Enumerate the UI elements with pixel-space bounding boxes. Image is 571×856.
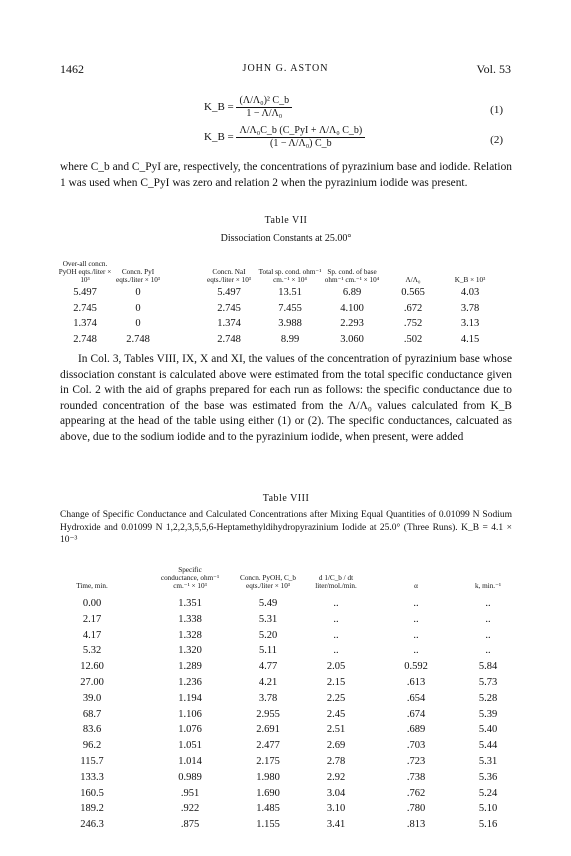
table-8-cell: .738 <box>406 771 426 783</box>
equation-1-fraction <box>236 95 292 120</box>
table-7-column-header: Sp. cond. of base ohm⁻¹ cm.⁻¹ × 10⁴ <box>324 268 380 284</box>
equation-2 <box>204 125 365 150</box>
table-8-cell: .. <box>413 629 419 641</box>
table-8-cell: 3.10 <box>326 803 346 815</box>
running-header <box>60 62 511 78</box>
table-8-cell: 3.41 <box>326 819 346 831</box>
table-8-label: Table VIII <box>262 493 310 504</box>
equation-2-lhs: K_B = <box>204 131 234 144</box>
table-8-cell: 2.92 <box>326 771 346 783</box>
table-8-cell: .703 <box>406 740 426 752</box>
table-8-column-header: Concn. PyOH, C_b eqts./liter × 10³ <box>240 574 296 590</box>
table-8-cell: .613 <box>406 677 426 688</box>
table-8-cell: 1.051 <box>178 740 202 752</box>
equation-2-fraction <box>236 125 365 150</box>
table-8-cell: 133.3 <box>80 771 104 783</box>
table-8-cell: 0.989 <box>178 771 202 783</box>
table-8-cell: 5.36 <box>478 771 498 783</box>
table-7-cell: 3.13 <box>460 318 480 329</box>
table-7-cell: 13.51 <box>278 287 302 298</box>
table-7-label: Table VII <box>264 215 308 226</box>
table-8-cell: 1.980 <box>256 771 280 783</box>
page-number: 1462 <box>60 62 84 76</box>
table-8-cell: 1.690 <box>256 787 280 799</box>
table-8-cell: .762 <box>406 787 426 799</box>
table-7-cell: 1.374 <box>217 318 241 329</box>
table-8-cell: 27.00 <box>80 677 104 688</box>
table-7-cell: 2.748 <box>126 333 150 345</box>
equation-2-number: (2) <box>490 134 503 146</box>
table-8-cell: .. <box>485 598 491 609</box>
table-8-cell: 39.0 <box>82 692 102 704</box>
table-8-cell: 3.78 <box>258 692 278 704</box>
running-author: JOHN G. ASTON <box>242 63 329 74</box>
table-7-column-header: Concn. NaI eqts./liter × 10³ <box>207 268 251 284</box>
table-8-cell: 5.20 <box>258 629 278 641</box>
table-8-cell: 5.49 <box>258 598 278 609</box>
table-8-column-header: Specific conductance, ohm⁻¹ cm.⁻¹ × 10³ <box>160 566 220 590</box>
table-8-cell: 1.076 <box>178 724 202 736</box>
table-8-cell: 1.289 <box>178 661 202 673</box>
table-8-cell: 12.60 <box>80 661 104 673</box>
table-8-cell: 5.44 <box>478 740 498 752</box>
table-8-cell: 0.592 <box>404 661 428 673</box>
table-7-cell: 0 <box>135 287 141 298</box>
table-8-cell: 5.11 <box>259 645 277 657</box>
equation-1-denominator: 1 − Λ/Λ₀ <box>246 108 283 119</box>
table-7-cell: 1.374 <box>73 318 97 329</box>
table-8-cell: 1.485 <box>256 803 280 815</box>
table-7-cell: 3.78 <box>460 302 480 314</box>
table-7-cell: .752 <box>403 318 423 329</box>
table-8-cell: 1.338 <box>178 613 202 625</box>
equation-2-denominator: (1 − Λ/Λ₀) C_b <box>270 138 332 149</box>
table-8-cell: 5.73 <box>478 677 498 688</box>
table-8-cell: 5.31 <box>258 613 278 625</box>
table-8-cell: 2.69 <box>326 740 346 752</box>
table-7-cell: 2.748 <box>217 333 241 345</box>
table-8-cell: 2.15 <box>326 677 346 688</box>
table-7-cell: 6.89 <box>342 287 362 298</box>
table-7-cell: 8.99 <box>280 333 300 345</box>
table-7-cell: .502 <box>403 333 423 345</box>
table-7-cell: 5.497 <box>73 287 97 298</box>
table-8-cell: 1.236 <box>178 677 202 688</box>
table-8-cell: 2.17 <box>82 613 102 625</box>
table-7-cell: 3.988 <box>278 318 302 329</box>
table-8-column-header: α <box>414 582 418 590</box>
table-8-cell: 2.175 <box>256 756 280 767</box>
table-8-cell: .951 <box>180 787 200 799</box>
table-8-cell: 1.194 <box>178 692 202 704</box>
table-7-cell: 7.455 <box>278 302 302 314</box>
table-8-caption: Change of Specific Conductance and Calculated Concentrations after Mixing Equal Quantities of 0.01099 N Sodium Hydroxide and 0.01099 N 1,2,2,3,5,5,6-Heptamethyldihydropyrazinium Iodide at 25.0° (Three Runs). K_B = 4.1 × 10⁻³ <box>60 510 512 545</box>
table-7-cell: 3.060 <box>340 333 364 345</box>
equation-2-numerator: Λ/Λ₀C_b (C_PyI + Λ/Λ₀ C_b) <box>236 125 365 138</box>
table-7-column-header: Over-all concn. PyOH eqts./liter × 10³ <box>58 260 112 284</box>
table-8-cell: 4.21 <box>258 677 278 688</box>
table-8-cell: 4.77 <box>258 661 278 673</box>
table-8-cell: .. <box>333 613 339 625</box>
table-8-cell: 96.2 <box>82 740 102 752</box>
paragraph-method <box>60 352 512 445</box>
table-8-cell: 1.351 <box>178 598 202 609</box>
paragraph-definitions: where C_b and C_PyI are, respectively, the concentrations of pyrazinium base and iodide. Relation 1 was used when C_PyI was zero and relation 2 when the pyrazinium iodide was present. <box>60 161 512 189</box>
table-7-cell: .672 <box>403 302 423 314</box>
table-8-cell: .. <box>413 613 419 625</box>
table-8-cell: 3.04 <box>326 787 346 799</box>
table-7-column-header: Concn. PyI eqts./liter × 10³ <box>116 268 160 284</box>
table-8-column-header: Time, min. <box>76 582 108 590</box>
table-8-cell: .674 <box>406 708 426 720</box>
table-8-cell: 1.320 <box>178 645 202 657</box>
table-8-cell: 160.5 <box>80 787 104 799</box>
table-8-cell: .. <box>333 629 339 641</box>
table-8-cell: 83.6 <box>82 724 102 736</box>
table-8-cell: 246.3 <box>80 819 104 831</box>
table-8-cell: 5.32 <box>82 645 102 657</box>
table-8-cell: 5.84 <box>478 661 498 673</box>
table-8-cell: 2.51 <box>326 724 346 736</box>
table-8-cell: 68.7 <box>82 708 102 720</box>
table-8-cell: .922 <box>180 803 200 815</box>
table-8-cell: .. <box>485 613 491 625</box>
table-7-column-header: Total sp. cond. ohm⁻¹ cm.⁻¹ × 10⁴ <box>258 268 322 284</box>
table-8-cell: .. <box>413 598 419 609</box>
table-7-cell: 2.748 <box>73 333 97 345</box>
table-7-cell: 0.565 <box>401 287 425 298</box>
table-8-cell: 5.31 <box>478 756 498 767</box>
table-8-cell: .689 <box>406 724 426 736</box>
equation-1-number: (1) <box>490 104 503 116</box>
table-8-cell: 5.10 <box>478 803 498 815</box>
table-7-cell: 4.15 <box>460 333 480 345</box>
table-8-cell: .. <box>333 645 339 657</box>
table-8-cell: 115.7 <box>80 756 104 767</box>
table-8-cell: 5.24 <box>478 787 498 799</box>
table-7-cell: 0 <box>135 318 141 329</box>
table-8-cell: 1.014 <box>178 756 202 767</box>
table-7-column-header: K_B × 10³ <box>454 276 486 284</box>
table-8-cell: .875 <box>180 819 200 831</box>
table-8-cell: .723 <box>406 756 426 767</box>
table-8-cell: 4.17 <box>82 629 102 641</box>
table-8-cell: 2.691 <box>256 724 280 736</box>
table-7-title: Dissociation Constants at 25.00° <box>220 233 352 244</box>
table-8-column-header: k, min.⁻¹ <box>474 582 502 590</box>
table-8-cell: .. <box>485 645 491 657</box>
table-8-cell: .. <box>413 645 419 657</box>
table-7-cell: 2.745 <box>73 302 97 314</box>
table-8-cell: 2.45 <box>326 708 346 720</box>
equation-1-lhs: K_B = <box>204 101 234 114</box>
table-8-cell: 1.155 <box>256 819 280 831</box>
table-7-cell: 0 <box>135 302 141 314</box>
table-7-cell: 4.03 <box>460 287 480 298</box>
table-8-cell: 1.106 <box>178 708 202 720</box>
table-8-cell: .654 <box>406 692 426 704</box>
table-8-cell: .. <box>485 629 491 641</box>
table-8-cell: 5.39 <box>478 708 498 720</box>
table-7-cell: 5.497 <box>217 287 241 298</box>
table-8-cell: 2.955 <box>256 708 280 720</box>
table-8-cell: 5.16 <box>478 819 498 831</box>
table-8-cell: 2.78 <box>326 756 346 767</box>
table-8-cell: 5.40 <box>478 724 498 736</box>
table-8-cell: .. <box>333 598 339 609</box>
table-8-cell: 0.00 <box>82 598 102 609</box>
volume-label: Vol. 53 <box>476 62 511 76</box>
table-7-cell: 4.100 <box>340 302 364 314</box>
table-8-column-header: d 1/C_b / dt liter/mol./min. <box>315 574 357 590</box>
table-8-cell: 2.477 <box>256 740 280 752</box>
equation-1-numerator: (Λ/Λ₀)² C_b <box>236 95 292 108</box>
table-8-cell: 2.05 <box>326 661 346 673</box>
table-8-cell: .780 <box>406 803 426 815</box>
table-7-cell: 2.745 <box>217 302 241 314</box>
equation-1 <box>204 95 292 120</box>
table-8-cell: 189.2 <box>80 803 104 815</box>
table-7-column-header: Λ/Λ₀ <box>405 276 421 284</box>
paragraph-method-text: In Col. 3, Tables VIII, IX, X and XI, the values of the concentration of pyrazinium base whose dissociation constant is calculated above were estimated from the total specific conductance given in Col. 2 with the aid of graphs prepared for each run as follows: the specific conductance due to rounded concentration of the base was estimated from the Λ/Λ₀ values calculated from K_B appearing at the head of the table using either (1) or (2). The specific conductances, calcuated as above, due to the sodium iodide and to the pyrazinium iodide, when present, were added <box>60 353 512 443</box>
table-8-cell: 2.25 <box>326 692 346 704</box>
table-7-cell: 2.293 <box>340 318 364 329</box>
table-8-cell: 5.28 <box>478 692 498 704</box>
table-8-cell: 1.328 <box>178 629 202 641</box>
table-8-cell: .813 <box>406 819 426 831</box>
